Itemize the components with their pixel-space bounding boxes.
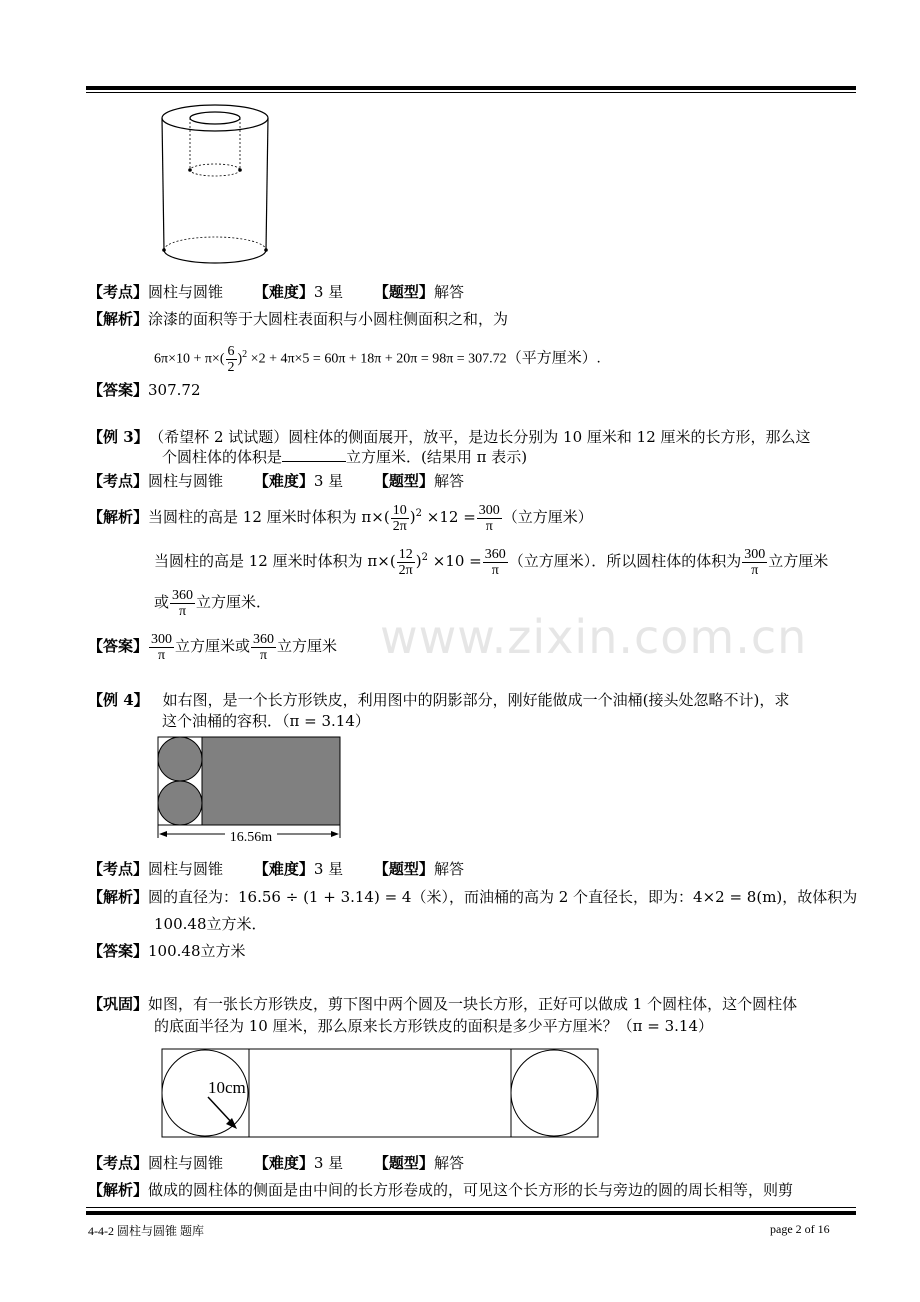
jiexi-label: 【解析】: [88, 888, 149, 906]
formula-part: ×2 + 4π×5 = 60π + 18π + 20π = 98π = 307.72: [247, 351, 507, 367]
dimension-label: 16.56m: [229, 830, 273, 845]
kaodian-label: 【考点】: [88, 860, 149, 878]
fraction-numerator: 300: [478, 502, 500, 518]
ex3-jiexi-part: 当圆柱的高是 12 厘米时体积为 π×(: [148, 508, 390, 526]
formula-exponent: 2: [415, 508, 422, 519]
ex3-jiexi-unit: （立方厘米）: [502, 508, 593, 526]
nandu-label: 【难度】: [253, 283, 314, 301]
fraction-numerator: 10: [391, 503, 409, 519]
jiexi-label: 【解析】: [88, 508, 149, 526]
ex3-question-2b: 立方厘米．(结果用 π 表示): [346, 448, 528, 466]
tixing-label: 【题型】: [373, 283, 434, 301]
fraction-numerator: 360: [253, 631, 275, 647]
ex4-jiexi-1: 圆的直径为：16.56 ÷ (1 + 3.14) = 4（米），而油桶的高为 2 个直径长，即为：4×2 = 8(m)，故体积为: [148, 888, 858, 906]
gonggu-tags-line: [88, 1153, 464, 1173]
fraction-numerator: 360: [484, 546, 506, 562]
formula-exponent: 2: [242, 349, 248, 360]
kaodian-label: 【考点】: [88, 472, 149, 490]
ex3-answer-part: 立方厘米或: [175, 637, 251, 655]
header-rule-thick: [86, 86, 856, 90]
tixing-value: 解答: [433, 1154, 464, 1172]
kaodian-label: 【考点】: [88, 283, 149, 301]
ex2-jiexi-text: 涂漆的面积等于大圆柱表面积与小圆柱侧面积之和，为: [148, 310, 509, 328]
daan-label: 【答案】: [88, 381, 149, 399]
formula-fraction: [483, 547, 508, 578]
ex4-answer-line: [88, 941, 246, 961]
kaodian-value: 圆柱与圆锥: [148, 472, 224, 490]
ex4-jiexi-2: 100.48立方米．: [154, 915, 267, 933]
ex4-question-2: 这个油桶的容积．（π = 3.14）: [162, 712, 370, 730]
ex3-jiexi-part: ): [415, 552, 422, 570]
formula-fraction: [170, 588, 195, 619]
gonggu-jiexi-1: 做成的圆柱体的侧面是由中间的长方形卷成的，可见这个长方形的长与旁边的圆的周长相等，则剪: [148, 1181, 794, 1199]
tixing-value: 解答: [433, 283, 464, 301]
ex3-answer-part: 立方厘米: [277, 637, 338, 655]
fraction-numerator: 300: [151, 631, 173, 647]
formula-fraction: [742, 547, 767, 578]
formula-fraction: [397, 547, 415, 578]
fraction-denominator: π: [178, 603, 187, 619]
fraction-denominator: π: [485, 518, 493, 534]
ex3-label: 【例 3】: [88, 428, 149, 446]
jiexi-label: 【解析】: [88, 310, 149, 328]
ex3-answer-line: [88, 628, 337, 664]
nandu-value: 3 星: [313, 1154, 344, 1172]
fraction-denominator: π: [157, 647, 166, 663]
kaodian-label: 【考点】: [88, 1154, 149, 1172]
formula-fraction: [251, 632, 276, 663]
ex3-question-2a: 个圆柱体的体积是: [162, 448, 283, 466]
formula-part: ): [237, 351, 243, 367]
tixing-label: 【题型】: [373, 1154, 434, 1172]
fraction-denominator: π: [259, 647, 268, 663]
fraction-numerator: 6: [227, 343, 235, 359]
gonggu-question-1: 如图，有一张长方形铁皮，剪下图中两个圆及一块长方形，正好可以做成 1 个圆柱体，这个圆柱体: [148, 995, 798, 1013]
answer-blank: [282, 447, 346, 462]
gonggu-question-2: 的底面半径为 10 厘米，那么原来长方形铁皮的面积是多少平方厘米？（π = 3.14）: [154, 1017, 713, 1035]
nandu-value: 3 星: [313, 472, 344, 490]
circles-rectangle-figure: [158, 1045, 604, 1141]
radius-label: 10cm: [208, 1078, 246, 1097]
ex3-jiexi-part: （立方厘米）．所以圆柱体的体积为: [508, 552, 742, 570]
ex4-jiexi-line-1: [88, 887, 857, 907]
nandu-label: 【难度】: [253, 860, 314, 878]
ex3-jiexi-part: 立方厘米: [768, 552, 829, 570]
ex3-jiexi-part: 或: [154, 593, 170, 611]
ex2-answer: 307.72: [148, 381, 201, 399]
ex4-tags-line: [88, 859, 464, 879]
fraction-denominator: π: [491, 562, 499, 578]
kaodian-value: 圆柱与圆锥: [148, 1154, 224, 1172]
ex3-question-line-1: [88, 427, 811, 447]
footer-rule-thick: [86, 1211, 856, 1215]
tixing-label: 【题型】: [373, 472, 434, 490]
footer-left: 4-4-2 圆柱与圆锥 题库: [88, 1224, 204, 1238]
ex3-jiexi-line-2: [154, 540, 828, 579]
formula-fraction: [477, 503, 502, 534]
ex4-label: 【例 4】: [88, 691, 149, 709]
gonggu-question-line-2: [154, 1016, 713, 1036]
watermark: www.zixin.com.cn: [380, 610, 808, 664]
nandu-value: 3 星: [313, 860, 344, 878]
tixing-value: 解答: [433, 860, 464, 878]
gonggu-label: 【巩固】: [88, 995, 149, 1013]
ex4-question-line-1: [88, 690, 789, 710]
ex4-answer: 100.48立方米: [148, 942, 246, 960]
ex2-answer-line: [88, 380, 201, 400]
ex3-jiexi-part: ×10 =: [427, 552, 482, 570]
ex3-jiexi-part: ×12 =: [422, 508, 476, 526]
formula-unit: （平方厘米）.: [506, 350, 601, 367]
header-rule-thin: [86, 92, 856, 93]
iron-sheet-figure: [155, 734, 347, 848]
kaodian-value: 圆柱与圆锥: [148, 283, 224, 301]
tixing-label: 【题型】: [373, 860, 434, 878]
ex3-question-1: （希望杯 2 试试题）圆柱体的侧面展开，放平，是边长分别为 10 厘米和 12 厘米的长方形，那么这: [156, 428, 811, 446]
hollow-cylinder-figure: [155, 100, 280, 270]
formula-fraction: [391, 503, 409, 534]
fraction-denominator: π: [751, 562, 759, 578]
footer-page-number: page 2 of 16: [770, 1222, 830, 1236]
gonggu-question-line-1: [88, 994, 797, 1014]
jiexi-label: 【解析】: [88, 1181, 149, 1199]
ex2-tags-line: [88, 282, 464, 302]
footer-rule-thin: [86, 1207, 856, 1208]
ex4-question-1: 如右图，是一个长方形铁皮，利用图中的阴影部分，刚好能做成一个油桶(接头处忽略不计)，求: [162, 691, 790, 709]
kaodian-value: 圆柱与圆锥: [148, 860, 224, 878]
formula-part: 6π×10 + π×(: [154, 351, 225, 367]
fraction-denominator: 2: [227, 359, 235, 375]
ex3-question-line-2: [162, 447, 527, 467]
ex3-jiexi-part: ): [409, 508, 416, 526]
ex3-tags-line: [88, 471, 464, 491]
formula-fraction: [149, 632, 174, 663]
ex2-jiexi-line: [88, 309, 508, 329]
nandu-label: 【难度】: [253, 1154, 314, 1172]
ex4-question-line-2: [162, 711, 370, 731]
fraction-numerator: 12: [397, 547, 415, 563]
tixing-value: 解答: [433, 472, 464, 490]
nandu-value: 3 星: [313, 283, 344, 301]
formula-fraction: [226, 344, 237, 375]
nandu-label: 【难度】: [253, 472, 314, 490]
daan-label: 【答案】: [88, 637, 149, 655]
ex2-formula: [154, 338, 600, 377]
fraction-numerator: 360: [172, 587, 194, 603]
fraction-numerator: 300: [744, 546, 766, 562]
ex3-jiexi-line-1: [88, 496, 593, 535]
ex3-jiexi-line-3: [154, 584, 271, 620]
formula-exponent: 2: [421, 552, 428, 563]
ex4-jiexi-line-2: [154, 914, 267, 934]
ex3-jiexi-part: 当圆柱的高是 12 厘米时体积为 π×(: [154, 552, 396, 570]
fraction-denominator: 2π: [392, 518, 407, 534]
gonggu-jiexi-line: [88, 1180, 793, 1200]
daan-label: 【答案】: [88, 942, 149, 960]
ex3-jiexi-part: 立方厘米．: [196, 593, 272, 611]
fraction-denominator: 2π: [398, 562, 413, 578]
